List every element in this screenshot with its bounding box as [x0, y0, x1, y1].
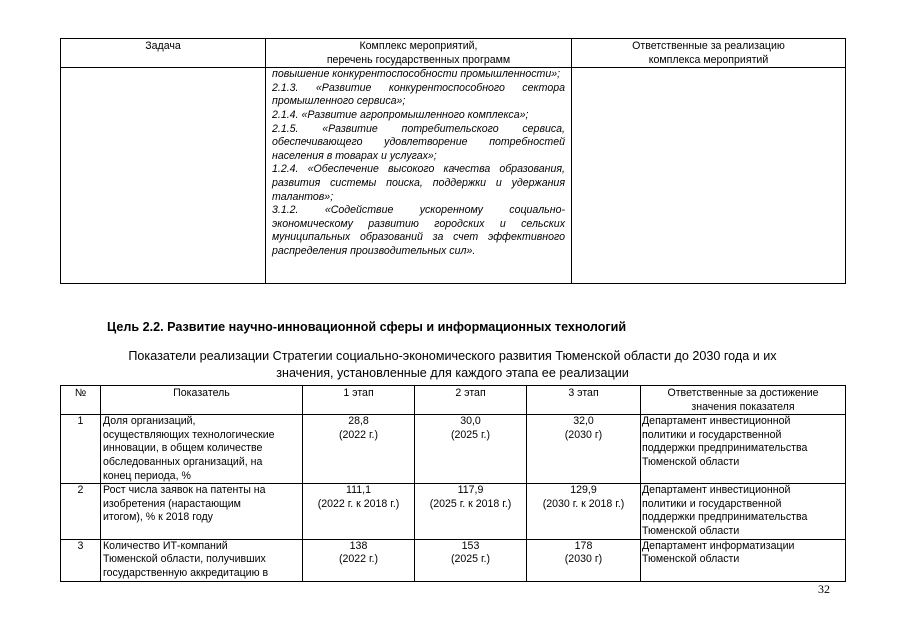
measure-item: повышение конкурентоспособности промышленности»; [272, 68, 561, 81]
stage2-cell: 153 (2025 г.) [415, 539, 527, 581]
responsible-cell: Департамент информатизации Тюменской области [641, 539, 846, 581]
measures-table-row [61, 68, 846, 284]
header-responsible: Ответственные за реализацию комплекса мероприятий [572, 39, 846, 68]
responsible-cell: Департамент инвестиционной политики и государственной поддержки предпринимательства Тюменской области [641, 484, 846, 539]
measures-table [60, 38, 846, 284]
header-task: Задача [61, 39, 266, 68]
task-cell [61, 68, 266, 284]
measure-item: 2.1.5. «Развитие потребительского сервиса, обеспечивающего удовлетворение потребностей населения в товарах и услугах»; [272, 122, 565, 162]
measure-item: 2.1.3. «Развитие конкурентоспособного сектора промышленного сервиса»; [272, 81, 565, 108]
table-row [61, 484, 846, 539]
indicator-cell: Количество ИТ-компаний Тюменской области, получивших государственную аккредитацию в [101, 539, 303, 581]
stage1-cell: 28,8 (2022 г.) [303, 415, 415, 484]
measures-cell [266, 68, 572, 284]
measure-item: 2.1.4. «Развитие агропромышленного комплекса»; [272, 108, 529, 121]
stage3-cell: 129,9 (2030 г. к 2018 г.) [527, 484, 641, 539]
stage2-cell: 30,0 (2025 г.) [415, 415, 527, 484]
page-number: 32 [818, 582, 830, 596]
row-num: 2 [61, 484, 101, 539]
indicators-header-row [61, 386, 846, 415]
stage3-cell: 32,0 (2030 г) [527, 415, 641, 484]
header-stage3: 3 этап [527, 386, 641, 415]
header-measures: Комплекс мероприятий, перечень государственных программ [266, 39, 572, 68]
header-responsible: Ответственные за достижение значения показателя [641, 386, 846, 415]
measures-table-header-row [61, 39, 846, 68]
responsible-cell: Департамент инвестиционной политики и государственной поддержки предпринимательства Тюменской области [641, 415, 846, 484]
stage1-cell: 111,1 (2022 г. к 2018 г.) [303, 484, 415, 539]
indicators-title: Показатели реализации Стратегии социально-экономического развития Тюменской области до 2030 года и их значения, установленные для каждого этапа ее реализации [128, 349, 777, 380]
header-indicator: Показатель [101, 386, 303, 415]
header-num: № [61, 386, 101, 415]
responsible-cell [572, 68, 846, 284]
indicator-cell: Доля организаций, осуществляющих технологические инновации, в общем количестве обследованных организаций, на конец периода, % [101, 415, 303, 484]
measure-item: 3.1.2. «Содействие ускоренному социально-экономическому развитию городских и сельских муниципальных образований за счет эффективного распределения производительных сил». [272, 204, 565, 257]
stage1-cell: 138 (2022 г.) [303, 539, 415, 581]
header-stage2: 2 этап [415, 386, 527, 415]
table-row [61, 539, 846, 581]
row-num: 3 [61, 539, 101, 581]
table-row [61, 415, 846, 484]
indicators-table [60, 385, 846, 582]
header-stage1: 1 этап [303, 386, 415, 415]
measure-item: 1.2.4. «Обеспечение высокого качества образования, развития системы поиска, поддержки и удержания талантов»; [272, 163, 565, 203]
indicator-cell: Рост числа заявок на патенты на изобретения (нарастающим итогом), % к 2018 году [101, 484, 303, 539]
stage3-cell: 178 (2030 г) [527, 539, 641, 581]
stage2-cell: 117,9 (2025 г. к 2018 г.) [415, 484, 527, 539]
goal-title: Цель 2.2. Развитие научно-инновационной сферы и информационных технологий [107, 320, 627, 334]
row-num: 1 [61, 415, 101, 484]
